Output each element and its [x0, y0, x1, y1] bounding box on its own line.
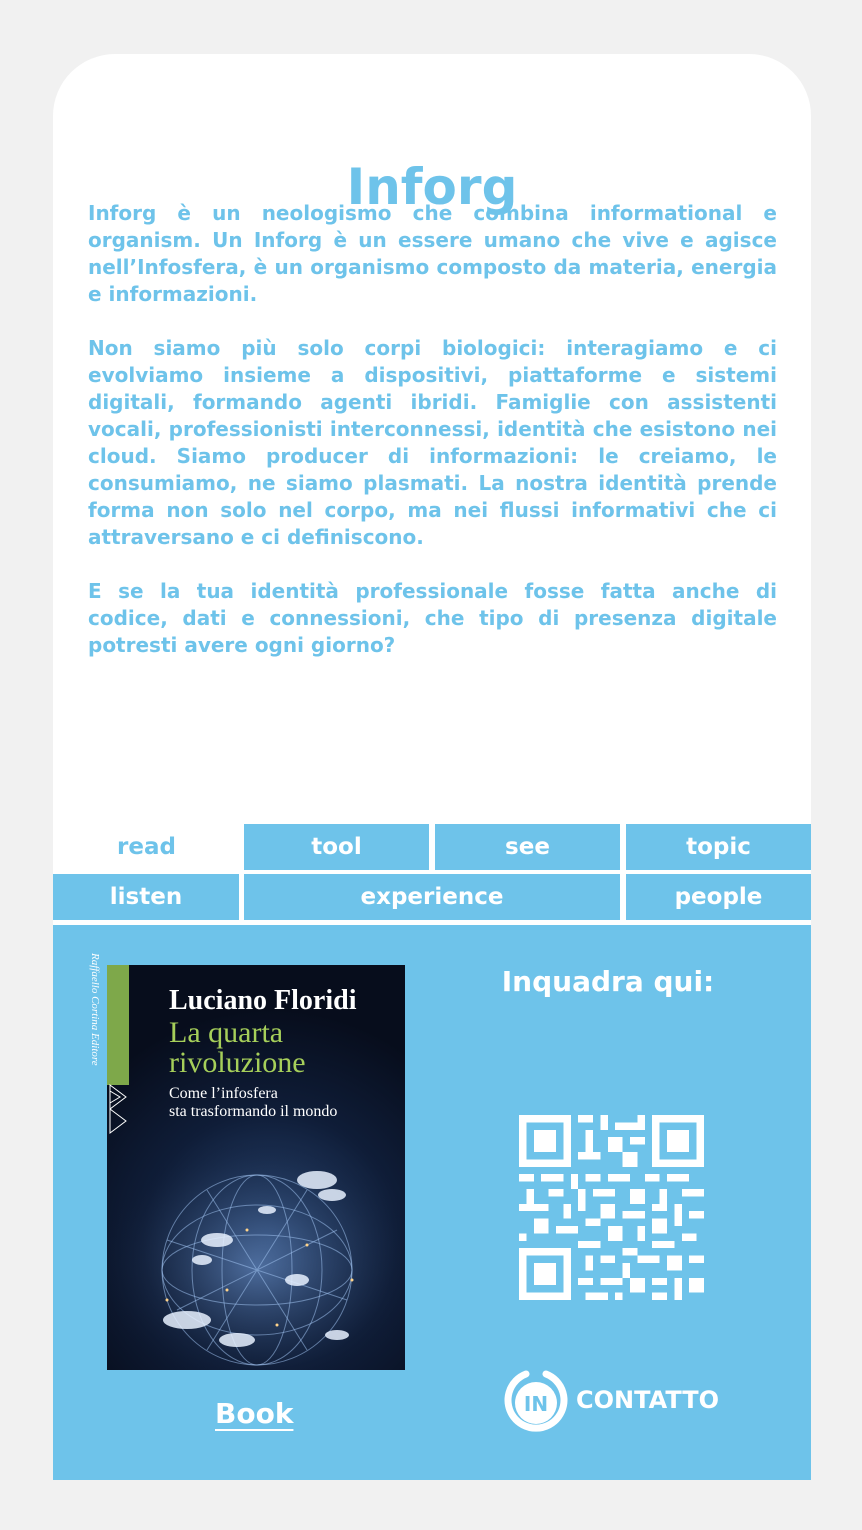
logo-text: CONTATTO: [576, 1386, 720, 1414]
tag-see[interactable]: see: [435, 824, 620, 870]
tag-people[interactable]: people: [626, 874, 811, 920]
book-author: Luciano Floridi: [169, 985, 357, 1016]
tag-tool[interactable]: tool: [244, 824, 429, 870]
card-footer: [53, 925, 811, 1480]
paragraph-2: Non siamo più solo corpi biologici: interagiamo e ci evolviamo insieme a dispositivi, piattaforme e sistemi digitali, formando agenti ibridi. Famiglie con assistenti vocali, professionisti interconnessi, identità che esistono nei cloud. Siamo producer di informazioni: le creiamo, le consumiamo, ne siamo plasmati. La nostra identità prende forma non solo nel corpo, ma nei flussi informativi che ci attraversano e ci definiscono.: [88, 336, 777, 549]
card-body: [88, 200, 777, 686]
qr-code-icon[interactable]: [519, 1115, 704, 1300]
book-link[interactable]: Book: [215, 1397, 294, 1430]
tag-listen[interactable]: listen: [53, 874, 239, 920]
paragraph-1: Inforg è un neologismo che combina informational e organism. Un Inforg è un essere umano che vive e agisce nell’Infosfera, è un organismo composto da materia, energia e informazioni.: [88, 201, 777, 306]
book-subtitle: Come l’infosfera sta trasformando il mondo: [169, 1085, 338, 1120]
power-icon: [500, 1364, 572, 1436]
incontatto-logo[interactable]: [500, 1365, 719, 1435]
tag-read[interactable]: read: [53, 824, 240, 870]
svg-text:Raffaello Cortina Editore: Raffaello Cortina Editore: [89, 953, 101, 1066]
book-title: La quarta rivoluzione: [169, 1016, 306, 1079]
tag-topic[interactable]: topic: [626, 824, 811, 870]
scan-label: Inquadra qui:: [501, 965, 715, 998]
paragraph-3: E se la tua identità professionale fosse fatta anche di codice, dati e connessioni, che tipo di presenza digitale potresti avere ogni giorno?: [88, 579, 777, 657]
svg-text:IN: IN: [523, 1392, 549, 1416]
card-title: Inforg: [346, 158, 518, 216]
tag-experience[interactable]: experience: [244, 874, 620, 920]
globe-illustration: [107, 1140, 405, 1370]
book-cover[interactable]: [89, 953, 405, 1370]
info-card: [53, 54, 811, 1480]
